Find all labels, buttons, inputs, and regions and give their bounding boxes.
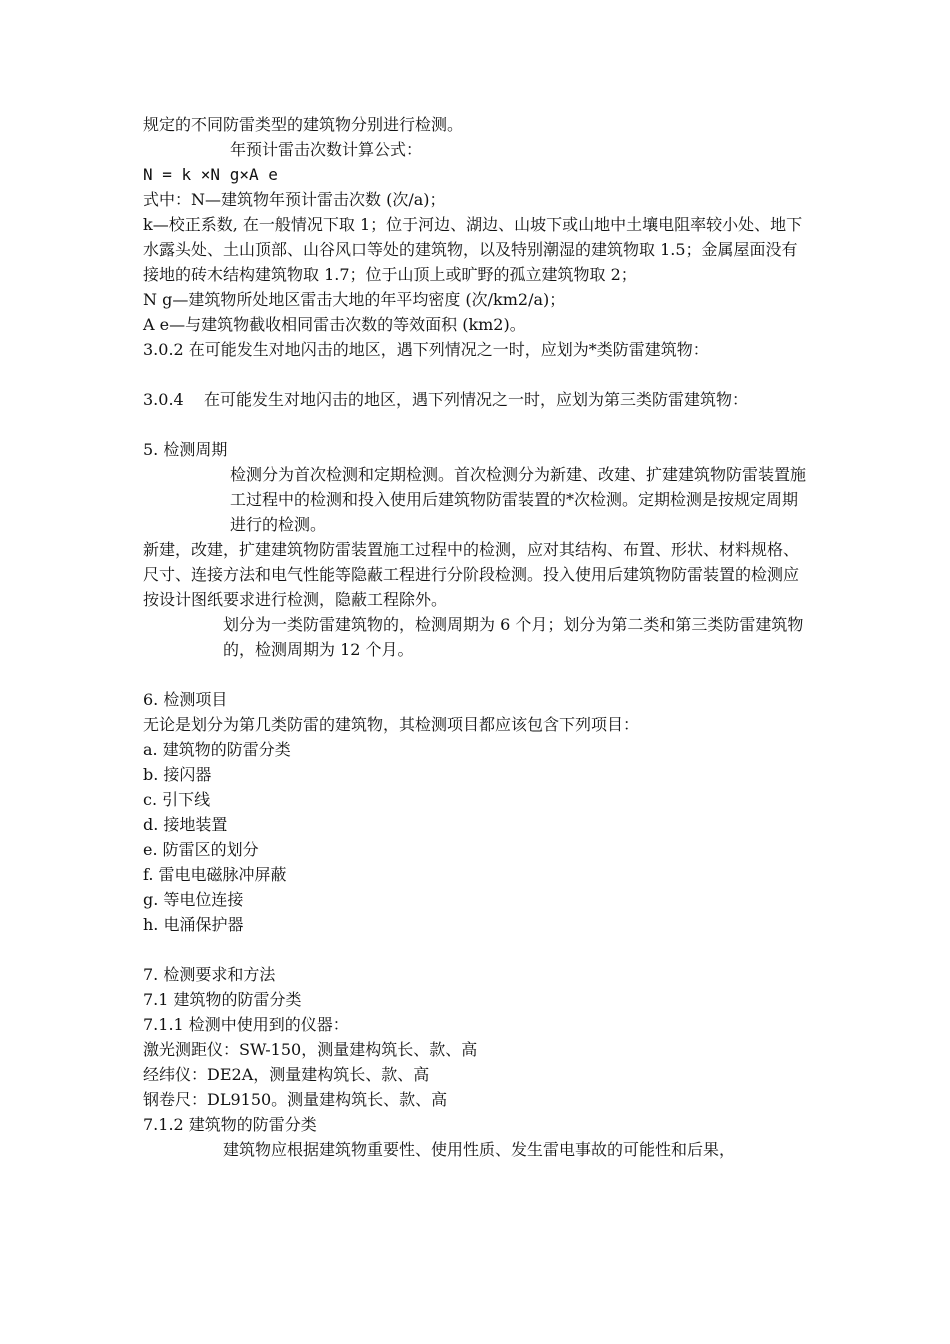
- formula-definition: 式中：N—建筑物年预计雷击次数 (次/a)；: [143, 190, 446, 209]
- paragraph: 检测分为首次检测和定期检测。首次检测分为新建、改建、扩建建筑物防雷装置施工过程中的检测和投入使用后建筑物防雷装置的*次检测。定期检测是按规定周期进行的检测。: [230, 465, 807, 534]
- section-heading: 5. 检测周期: [143, 440, 228, 459]
- formula-definition: N g—建筑物所处地区雷击大地的年平均密度 (次/km2/a)；: [143, 290, 566, 309]
- paragraph: 规定的不同防雷类型的建筑物分别进行检测。: [143, 115, 464, 134]
- formula-definition: k—校正系数, 在一般情况下取 1；位于河边、湖边、山坡下或山地中土壤电阻率较小处、地下水露头处、土山顶部、山谷风口等处的建筑物，以及特别潮湿的建筑物取 1.5；金属屋面没有接地的砖木结构建筑物取 1.7；位于山顶上或旷野的孤立建筑物取 2；: [143, 215, 803, 284]
- subsection-heading: 7.1.1 检测中使用到的仪器：: [143, 1015, 349, 1034]
- list-item: b. 接闪器: [143, 765, 212, 784]
- clause: 3.0.2 在可能发生对地闪击的地区，遇下列情况之一时，应划为*类防雷建筑物：: [143, 340, 709, 359]
- list-item: f. 雷电电磁脉冲屏蔽: [143, 865, 287, 884]
- instrument-line: 激光测距仪：SW-150，测量建构筑长、款、高: [143, 1040, 478, 1059]
- formula-definition: A e—与建筑物截收相同雷击次数的等效面积 (km2)。: [143, 315, 526, 334]
- list-item: d. 接地装置: [143, 815, 228, 834]
- list-item: h. 电涌保护器: [143, 915, 244, 934]
- section-heading: 7. 检测要求和方法: [143, 965, 276, 984]
- subsection-heading: 7.1.2 建筑物的防雷分类: [143, 1115, 317, 1134]
- list-item: e. 防雷区的划分: [143, 840, 259, 859]
- clause: 3.0.4 在可能发生对地闪击的地区，遇下列情况之一时，应划为第三类防雷建筑物：: [143, 390, 749, 409]
- list-item: c. 引下线: [143, 790, 211, 809]
- formula: N = k ×N g×A e: [143, 165, 278, 184]
- subsection-heading: 7.1 建筑物的防雷分类: [143, 990, 302, 1009]
- instrument-line: 钢卷尺：DL9150。测量建构筑长、款、高: [143, 1090, 448, 1109]
- paragraph: 建筑物应根据建筑物重要性、使用性质、发生雷电事故的可能性和后果，: [223, 1140, 736, 1159]
- instrument-line: 经纬仪：DE2A，测量建构筑长、款、高: [143, 1065, 430, 1084]
- document-body: [143, 112, 808, 1162]
- section-heading: 6. 检测项目: [143, 690, 228, 709]
- paragraph: 无论是划分为第几类防雷的建筑物，其检测项目都应该包含下列项目：: [143, 715, 640, 734]
- list-item: g. 等电位连接: [143, 890, 244, 909]
- paragraph: 划分为一类防雷建筑物的，检测周期为 6 个月；划分为第二类和第三类防雷建筑物的，检测周期为 12 个月。: [223, 615, 804, 659]
- list-item: a. 建筑物的防雷分类: [143, 740, 291, 759]
- paragraph: 新建，改建，扩建建筑物防雷装置施工过程中的检测，应对其结构、布置、形状、材料规格、尺寸、连接方法和电气性能等隐蔽工程进行分阶段检测。投入使用后建筑物防雷装置的检测应按设计图纸要求进行检测，隐蔽工程除外。: [143, 540, 800, 609]
- formula-heading: 年预计雷击次数计算公式：: [230, 140, 423, 159]
